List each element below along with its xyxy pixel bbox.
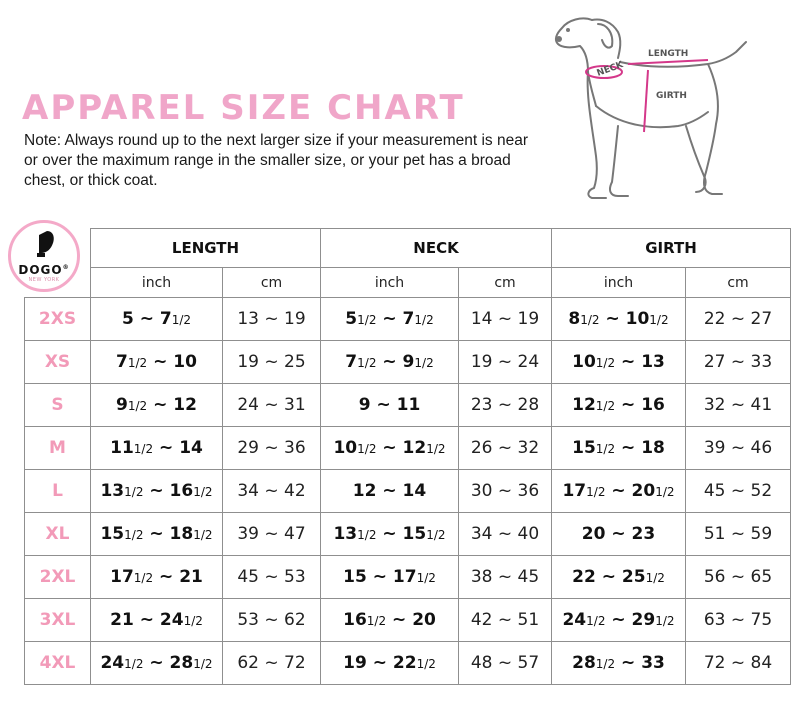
girth-cm-cell: 51 ~ 59 [686,513,791,556]
neck-inch-cell: 9 ~ 11 [321,384,459,427]
dog-nose [556,36,562,42]
girth-inch-cell: 20 ~ 23 [552,513,686,556]
size-row [25,427,791,470]
length-cm-cell: 24 ~ 31 [223,384,321,427]
page-title: APPAREL SIZE CHART [22,88,465,128]
dog-measurement-diagram [548,6,758,212]
girth-inch-cell: 151/2 ~ 18 [552,427,686,470]
girth-cm-cell: 32 ~ 41 [686,384,791,427]
neck-cm-cell: 23 ~ 28 [459,384,552,427]
size-label: M [25,427,91,470]
length-inch-cell: 151/2 ~ 181/2 [91,513,223,556]
neck-label: NECK [595,60,625,79]
size-row [25,556,791,599]
length-header: LENGTH [91,229,321,268]
girth-label: GIRTH [656,91,687,101]
girth-cm-cell: 56 ~ 65 [686,556,791,599]
length-inch-cell: 91/2 ~ 12 [91,384,223,427]
unit-header: cm [686,268,791,298]
corner-blank [25,268,91,298]
length-cm-cell: 13 ~ 19 [223,298,321,341]
length-inch-cell: 241/2 ~ 281/2 [91,642,223,685]
girth-cm-cell: 27 ~ 33 [686,341,791,384]
girth-inch-cell: 101/2 ~ 13 [552,341,686,384]
girth-header: GIRTH [552,229,791,268]
neck-inch-cell: 19 ~ 221/2 [321,642,459,685]
size-row [25,642,791,685]
sizing-note: Note: Always round up to the next larger size if your measurement is near or over the maximum range in the smaller size, or your pet has a broad chest, or thick coat. [24,132,528,189]
size-row [25,341,791,384]
size-label: XS [25,341,91,384]
length-inch-cell: 171/2 ~ 21 [91,556,223,599]
girth-cm-cell: 39 ~ 46 [686,427,791,470]
girth-cm-cell: 45 ~ 52 [686,470,791,513]
unit-header: inch [552,268,686,298]
size-chart-table [24,228,791,685]
length-cm-cell: 53 ~ 62 [223,599,321,642]
neck-inch-cell: 71/2 ~ 91/2 [321,341,459,384]
size-row [25,384,791,427]
length-cm-cell: 45 ~ 53 [223,556,321,599]
neck-inch-cell: 51/2 ~ 71/2 [321,298,459,341]
size-row [25,470,791,513]
length-inch-cell: 21 ~ 241/2 [91,599,223,642]
logo-sub: NEW YORK [28,277,60,283]
neck-inch-cell: 131/2 ~ 151/2 [321,513,459,556]
length-cm-cell: 62 ~ 72 [223,642,321,685]
size-label: S [25,384,91,427]
girth-cm-cell: 63 ~ 75 [686,599,791,642]
neck-inch-cell: 12 ~ 14 [321,470,459,513]
neck-cm-cell: 48 ~ 57 [459,642,552,685]
size-row [25,599,791,642]
unit-header: inch [321,268,459,298]
girth-inch-cell: 81/2 ~ 101/2 [552,298,686,341]
unit-header: inch [91,268,223,298]
size-label: XL [25,513,91,556]
girth-inch-cell: 241/2 ~ 291/2 [552,599,686,642]
unit-header-row [25,268,791,298]
size-label: 2XL [25,556,91,599]
neck-cm-cell: 30 ~ 36 [459,470,552,513]
dog-outline [556,18,746,198]
neck-cm-cell: 34 ~ 40 [459,513,552,556]
length-cm-cell: 34 ~ 42 [223,470,321,513]
size-label: 4XL [25,642,91,685]
logo-name: DOGO® [18,263,70,277]
size-label: L [25,470,91,513]
length-cm-cell: 19 ~ 25 [223,341,321,384]
neck-inch-cell: 15 ~ 171/2 [321,556,459,599]
girth-inch-cell: 171/2 ~ 201/2 [552,470,686,513]
size-row [25,513,791,556]
unit-header: cm [459,268,552,298]
neck-inch-cell: 161/2 ~ 20 [321,599,459,642]
length-label: LENGTH [648,49,689,59]
neck-cm-cell: 26 ~ 32 [459,427,552,470]
neck-cm-cell: 42 ~ 51 [459,599,552,642]
dog-eye [566,28,570,32]
size-row [25,298,791,341]
length-inch-cell: 111/2 ~ 14 [91,427,223,470]
length-inch-cell: 131/2 ~ 161/2 [91,470,223,513]
girth-cm-cell: 72 ~ 84 [686,642,791,685]
girth-inch-cell: 121/2 ~ 16 [552,384,686,427]
girth-inch-cell: 22 ~ 251/2 [552,556,686,599]
neck-cm-cell: 19 ~ 24 [459,341,552,384]
corner-blank [25,229,91,268]
neck-cm-cell: 38 ~ 45 [459,556,552,599]
neck-inch-cell: 101/2 ~ 121/2 [321,427,459,470]
unit-header: cm [223,268,321,298]
neck-cm-cell: 14 ~ 19 [459,298,552,341]
length-inch-cell: 71/2 ~ 10 [91,341,223,384]
girth-cm-cell: 22 ~ 27 [686,298,791,341]
girth-inch-cell: 281/2 ~ 33 [552,642,686,685]
length-inch-cell: 5 ~ 71/2 [91,298,223,341]
neck-header: NECK [321,229,552,268]
size-label: 2XS [25,298,91,341]
length-cm-cell: 39 ~ 47 [223,513,321,556]
size-label: 3XL [25,599,91,642]
group-header-row [25,229,791,268]
length-cm-cell: 29 ~ 36 [223,427,321,470]
size-rows [25,298,791,685]
